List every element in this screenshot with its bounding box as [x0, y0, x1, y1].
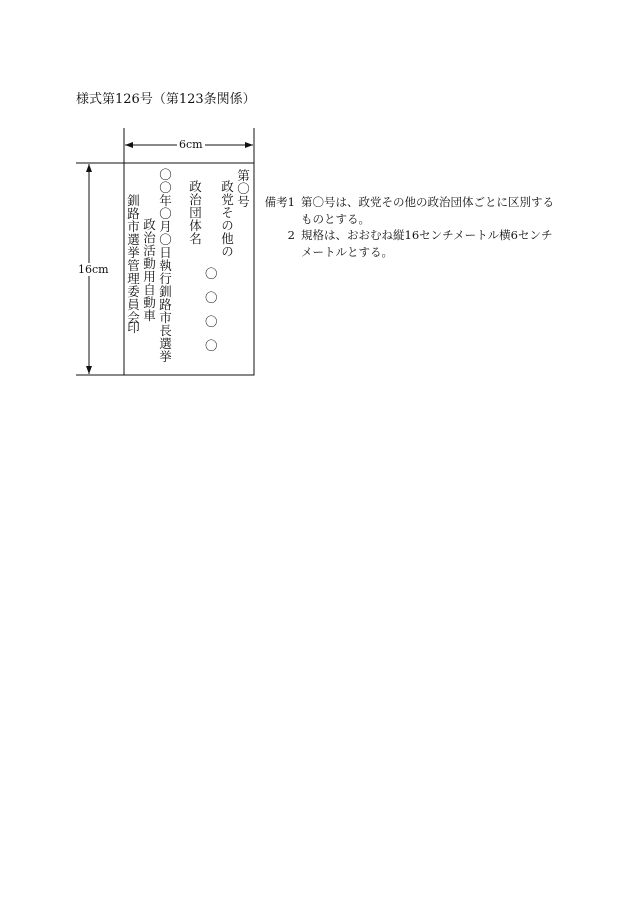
height-arrow-top [86, 164, 92, 172]
seal-mark: 印 [125, 321, 141, 334]
width-arrow-right [245, 142, 253, 148]
note-label: 備考1 [264, 195, 295, 209]
group-name-marks [205, 262, 218, 358]
height-label: 16cm [78, 263, 109, 276]
width-label: 6cm [179, 138, 203, 151]
notes-section [259, 194, 559, 260]
party-text: 政党その他の [219, 180, 235, 258]
vehicle-text: 政治活動用自動車 [141, 218, 157, 322]
group-name-text: 政治団体名 [187, 180, 203, 245]
note-item [259, 227, 559, 260]
height-arrow-bottom [86, 366, 92, 374]
name-placeholder-mark: 〇 [205, 290, 219, 305]
width-arrow-left [125, 142, 133, 148]
name-placeholder-mark: 〇 [205, 266, 219, 281]
name-placeholder-mark: 〇 [205, 314, 219, 329]
note-text: 第〇号は、政党その他の政治団体ごとに区別するものとする。 [301, 195, 554, 226]
document-title: 様式第126号（第123条関係） [76, 92, 256, 107]
committee-text: 釧路市選挙管理委員会 [125, 194, 141, 324]
name-placeholder-mark: 〇 [205, 338, 219, 353]
number-text: 第〇号 [235, 169, 251, 208]
note-text: 規格は、おおむね縦16センチメートル横6センチメートルとする。 [301, 228, 553, 259]
election-text: 〇〇年〇月〇日執行釧路市長選挙 [157, 168, 173, 363]
note-label: 2 [287, 228, 295, 242]
note-item [259, 194, 559, 227]
